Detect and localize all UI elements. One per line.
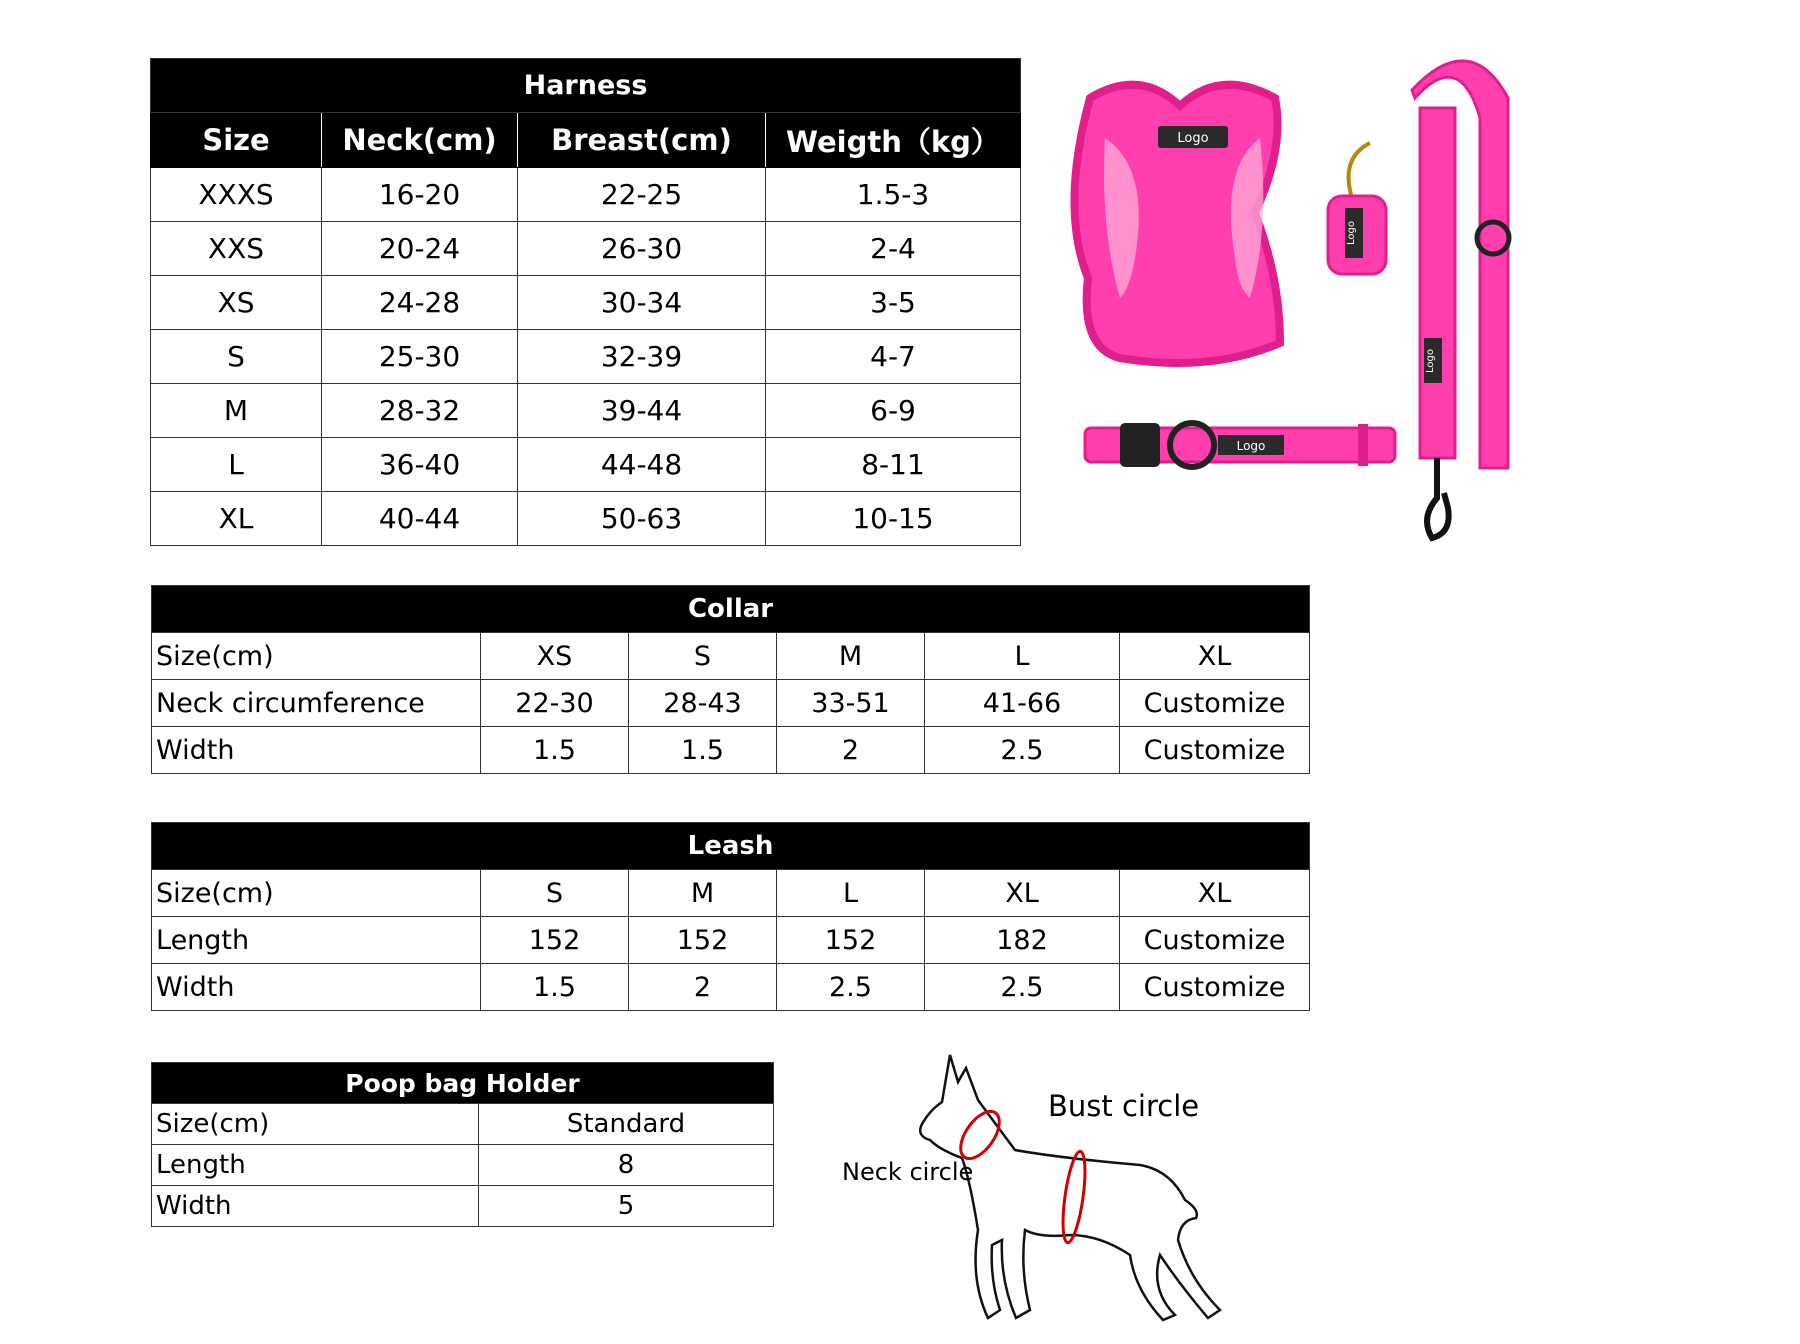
table-row [151,168,1021,222]
table-row [152,870,1310,917]
table-row [151,276,1021,330]
table-row [151,384,1021,438]
cell: 4-7 [766,330,1021,384]
row-label: Length [152,1145,479,1186]
cell: 30-34 [518,276,766,330]
cell: XL [1120,633,1310,680]
table-row [152,917,1310,964]
cell: 8-11 [766,438,1021,492]
cell: L [925,633,1120,680]
cell: 22-25 [518,168,766,222]
cell: XXS [151,222,322,276]
cell: 1.5 [481,727,629,774]
cell: M [629,870,777,917]
poop-bag [1328,143,1386,274]
table-row [152,633,1310,680]
product-photo [1040,28,1580,558]
table-row [152,680,1310,727]
poop-bag-holder-table [151,1062,774,1227]
cell: 22-30 [481,680,629,727]
row-label: Size(cm) [152,633,481,680]
poop-title: Poop bag Holder [152,1063,774,1104]
harness-col-breast: Breast(cm) [518,113,766,168]
harness-vest [1074,85,1280,363]
cell: Customize [1120,727,1310,774]
leash-logo: Logo [1425,349,1436,373]
cell: 40-44 [322,492,518,546]
table-row [152,964,1310,1011]
cell: 182 [925,917,1120,964]
cell: XS [481,633,629,680]
neck-circle-marker [953,1105,1007,1165]
cell: 24-28 [322,276,518,330]
table-row [151,330,1021,384]
cell: 10-15 [766,492,1021,546]
leash-table [151,822,1310,1011]
cell: 6-9 [766,384,1021,438]
cell: 26-30 [518,222,766,276]
cell: L [777,870,925,917]
cell: XL [1120,870,1310,917]
cell: 16-20 [322,168,518,222]
cell: 152 [629,917,777,964]
table-row [152,727,1310,774]
harness-col-weight: Weigth（kg） [766,113,1021,168]
cell: 39-44 [518,384,766,438]
cell: 8 [479,1145,774,1186]
row-label: Neck circumference [152,680,481,727]
cell: L [151,438,322,492]
neck-circle-label: Neck circle [842,1158,974,1186]
table-row [151,492,1021,546]
cell: 1.5-3 [766,168,1021,222]
cell: 2 [629,964,777,1011]
cell: Customize [1120,680,1310,727]
cell: 1.5 [481,964,629,1011]
cell: 2.5 [777,964,925,1011]
cell: 41-66 [925,680,1120,727]
table-row [152,1145,774,1186]
cell: 2.5 [925,727,1120,774]
harness-col-neck: Neck(cm) [322,113,518,168]
cell: XL [925,870,1120,917]
cell: 36-40 [322,438,518,492]
cell: XXXS [151,168,322,222]
cell: S [629,633,777,680]
cell: 33-51 [777,680,925,727]
collar [1085,423,1395,467]
cell: S [481,870,629,917]
harness-table [150,58,1021,546]
collar-title: Collar [152,586,1310,633]
cell: 28-32 [322,384,518,438]
cell: 28-43 [629,680,777,727]
cell: 2 [777,727,925,774]
cell: XL [151,492,322,546]
harness-title: Harness [151,59,1021,113]
collar-table [151,585,1310,774]
harness-col-size: Size [151,113,322,168]
cell: Customize [1120,964,1310,1011]
collar-logo: Logo [1236,439,1266,453]
leash [1412,61,1509,538]
cell: 20-24 [322,222,518,276]
leash-title: Leash [152,823,1310,870]
dog-measurement-diagram [830,1040,1250,1330]
cell: 3-5 [766,276,1021,330]
row-label: Size(cm) [152,1104,479,1145]
cell: Standard [479,1104,774,1145]
row-label: Width [152,727,481,774]
cell: 50-63 [518,492,766,546]
cell: 152 [777,917,925,964]
bag-logo: Logo [1346,221,1357,245]
cell: 5 [479,1186,774,1227]
cell: 32-39 [518,330,766,384]
cell: 2.5 [925,964,1120,1011]
table-row [152,1186,774,1227]
row-label: Size(cm) [152,870,481,917]
bust-circle-marker [1059,1150,1090,1244]
cell: 2-4 [766,222,1021,276]
table-row [152,1104,774,1145]
row-label: Length [152,917,481,964]
cell: XS [151,276,322,330]
cell: 1.5 [629,727,777,774]
cell: 25-30 [322,330,518,384]
harness-logo: Logo [1177,131,1209,146]
cell: 152 [481,917,629,964]
table-row [151,222,1021,276]
table-row [151,438,1021,492]
cell: M [777,633,925,680]
cell: Customize [1120,917,1310,964]
cell: S [151,330,322,384]
cell: 44-48 [518,438,766,492]
bust-circle-label: Bust circle [1048,1089,1200,1123]
row-label: Width [152,1186,479,1227]
row-label: Width [152,964,481,1011]
cell: M [151,384,322,438]
